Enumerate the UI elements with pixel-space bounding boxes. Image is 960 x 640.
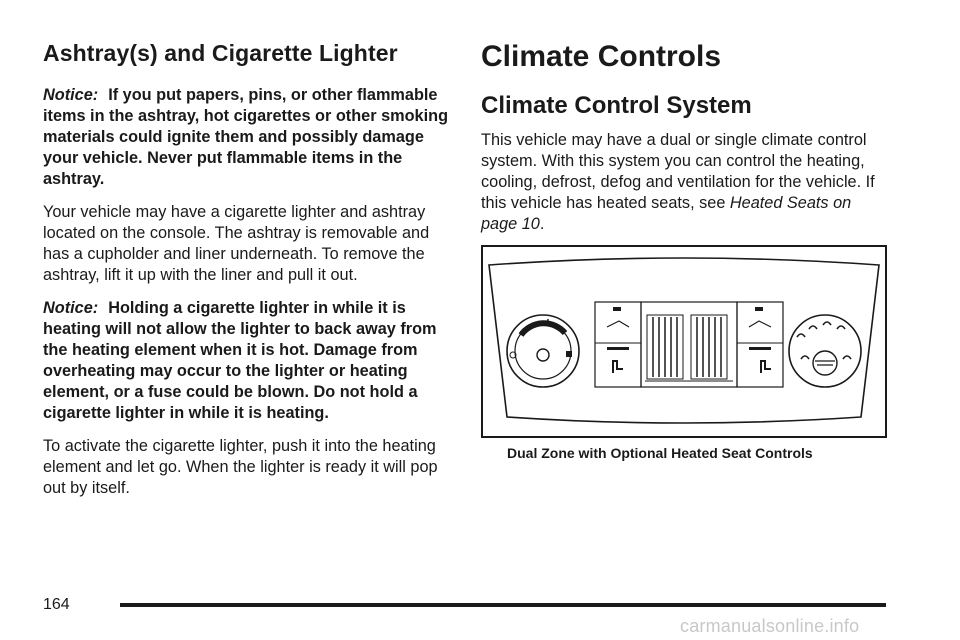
paragraph-climate: [481, 130, 891, 235]
left-seat-controls: [595, 302, 641, 387]
climate-panel-illustration: [483, 247, 885, 436]
notice-text: Holding a cigarette lighter in while it is heating will not allow the lighter to back away from the heating element when it is hot. Damage from overheating may occur to the lighter or heating element, or a fuse could be blown. Do not hold a cigarette lighter in while it is heating.: [43, 299, 437, 422]
footer-rule: [120, 603, 886, 607]
mode-selector-knob-icon: [789, 315, 861, 387]
figure-caption: Dual Zone with Optional Heated Seat Controls: [507, 445, 813, 461]
paragraph-text-end: .: [539, 215, 545, 233]
notice-text: If you put papers, pins, or other flammable items in the ashtray, hot cigarettes or other smoking materials could ignite them and possibly damage your vehicle. Never put flammable items in the ashtray.: [43, 86, 449, 188]
notice-papers: [43, 85, 451, 190]
left-column: [43, 40, 451, 499]
cross-reference-link[interactable]: Heated Seats on page 10: [481, 194, 852, 233]
fan-temperature-knob-icon: [507, 315, 579, 387]
notice-lighter: [43, 298, 451, 424]
temperature-sliders: [641, 302, 737, 387]
climate-control-figure: [481, 245, 887, 438]
right-column: [481, 40, 891, 235]
chapter-title: Climate Controls: [481, 40, 722, 73]
section-heading-ashtray: Ashtray(s) and Cigarette Lighter: [43, 40, 398, 66]
notice-lead: Notice:: [43, 86, 99, 104]
section-heading-climate: Climate Control System: [481, 92, 752, 119]
notice-lead: Notice:: [43, 299, 99, 317]
panel-outline: [489, 258, 879, 423]
paragraph-ashtray: Your vehicle may have a cigarette lighter and ashtray located on the console. The ashtray is removable and has a cupholder and liner underneath. To remove the ashtray, lift it up with the liner and pull it out.: [43, 203, 430, 284]
page-number: 164: [43, 596, 70, 613]
paragraph-text: This vehicle may have a dual or single climate control system. With this system you can control the heating, cooling, defrost, defog and ventilation for the vehicle. If this vehicle has heated seats, see: [481, 131, 875, 212]
right-seat-controls: [737, 302, 783, 387]
watermark-text: carmanualsonline.info: [680, 616, 860, 636]
paragraph-lighter: To activate the cigarette lighter, push it into the heating element and let go. When the lighter is ready it will pop out by itself.: [43, 437, 438, 497]
